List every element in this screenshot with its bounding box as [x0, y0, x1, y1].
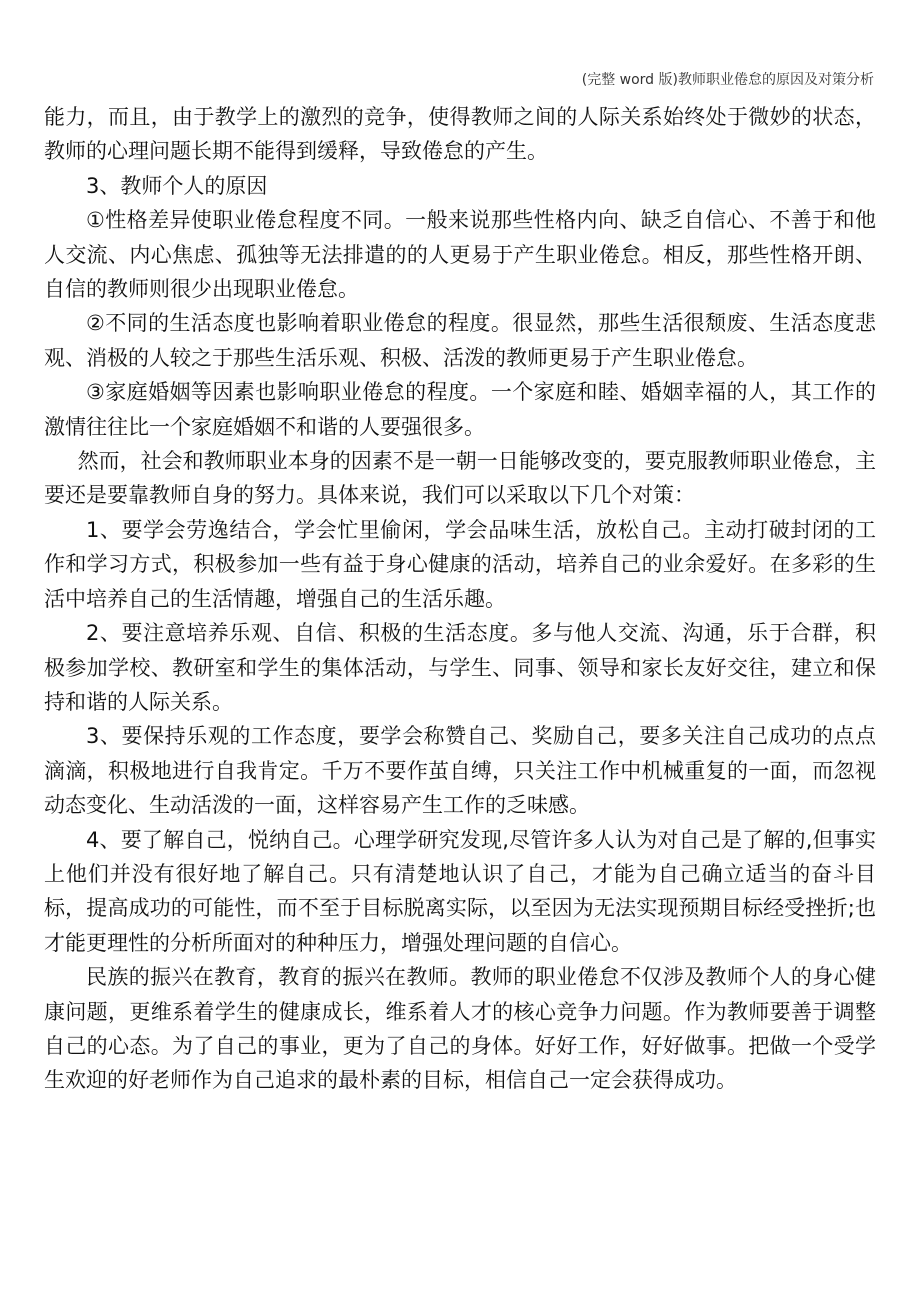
- document-body: [44, 100, 876, 1098]
- paragraph-countermeasures-intro: 然而，社会和教师职业本身的因素不是一朝一日能够改变的，要克服教师职业倦怠，主要还是要靠教师自身的努力。具体来说，我们可以采取以下几个对策：: [44, 449, 876, 508]
- paragraph-personality: ①性格差异使职业倦怠程度不同。一般来说那些性格内向、缺乏自信心、不善于和他人交流、内心焦虑、孤独等无法排遣的的人更易于产生职业倦怠。相反，那些性格开朗、自信的教师则很少出现职业倦怠。: [44, 208, 876, 302]
- paragraph-countermeasure-3: 3、要保持乐观的工作态度，要学会称赞自己、奖励自己，要多关注自己成功的点点滴滴，积极地进行自我肯定。千万不要作茧自缚，只关注工作中机械重复的一面，而忽视动态变化、生动活泼的一面，这样容易产生工作的乏味感。: [44, 724, 876, 818]
- paragraph-countermeasure-2: 2、要注意培养乐观、自信、积极的生活态度。多与他人交流、沟通，乐于合群，积极参加学校、教研室和学生的集体活动，与学生、同事、领导和家长友好交往，建立和保持和谐的人际关系。: [44, 621, 876, 714]
- paragraph-conclusion: 民族的振兴在教育，教育的振兴在教师。教师的职业倦怠不仅涉及教师个人的身心健康问题，更维系着学生的健康成长，维系着人才的核心竞争力问题。作为教师要善于调整自己的心态。为了自己的事业，更为了自己的身体。好好工作，好好做事。把做一个受学生欢迎的好老师作为自己追求的最朴素的目标，相信自己一定会获得成功。: [44, 965, 876, 1093]
- paragraph-countermeasure-4: 4、要了解自己，悦纳自己。心理学研究发现,尽管许多人认为对自己是了解的,但事实上他们并没有很好地了解自己。只有清楚地认识了自己，才能为自己确立适当的奋斗目标，提高成功的可能性，而不至于目标脱离实际，以至因为无法实现预期目标经受挫折;也才能更理性的分析所面对的种种压力，增强处理问题的自信心。: [44, 827, 876, 955]
- section-heading-personal-causes: 3、教师个人的原因: [86, 173, 268, 198]
- page-header: (完整 word 版)教师职业倦怠的原因及对策分析: [581, 72, 874, 88]
- paragraph-family-marriage: ③家庭婚姻等因素也影响职业倦怠的程度。一个家庭和睦、婚姻幸福的人，其工作的激情往往比一个家庭婚姻不和谐的人要强很多。: [44, 380, 876, 439]
- paragraph-life-attitude: ②不同的生活态度也影响着职业倦怠的程度。很显然，那些生活很颓废、生活态度悲观、消极的人较之于那些生活乐观、积极、活泼的教师更易于产生职业倦怠。: [44, 311, 876, 370]
- paragraph-continuation: 能力，而且，由于教学上的激烈的竞争，使得教师之间的人际关系始终处于微妙的状态，教师的心理问题长期不能得到缓释，导致倦怠的产生。: [44, 105, 876, 164]
- paragraph-countermeasure-1: 1、要学会劳逸结合，学会忙里偷闲，学会品味生活，放松自己。主动打破封闭的工作和学习方式，积极参加一些有益于身心健康的活动，培养自己的业余爱好。在多彩的生活中培养自己的生活情趣，增强自己的生活乐趣。: [44, 517, 876, 611]
